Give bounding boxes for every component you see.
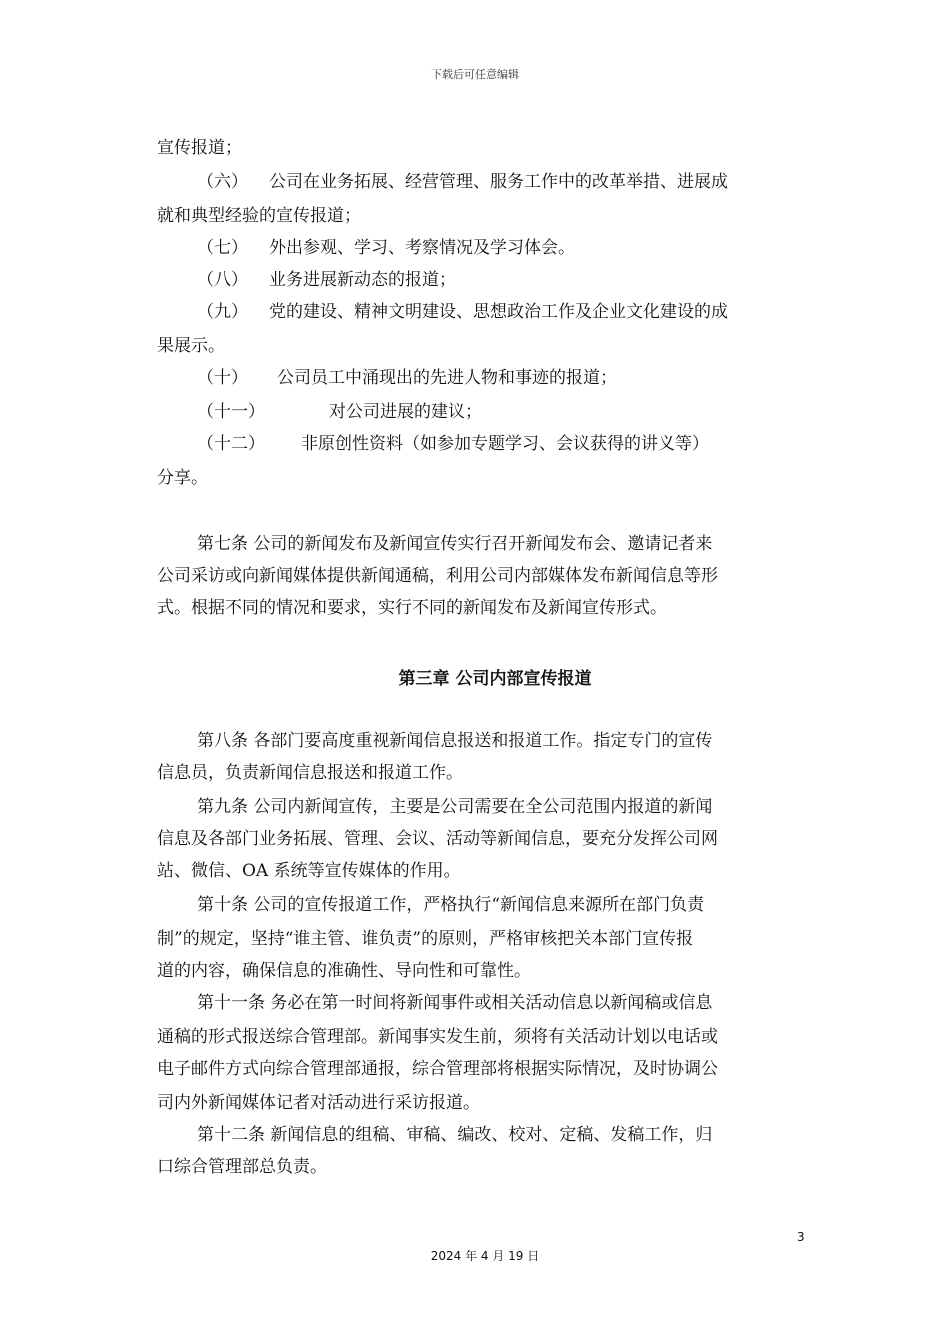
item-text-cont: 就和典型经验的宣传报道； — [157, 206, 361, 226]
item-text: 公司员工中涌现出的先进人物和事迹的报道； — [277, 368, 617, 388]
list-item — [197, 270, 456, 290]
item-text: 外出参观、学习、考察情况及学习体会。 — [269, 238, 575, 258]
page-number: 3 — [797, 1230, 805, 1244]
list-item — [197, 402, 482, 422]
item-text: 业务进展新动态的报道； — [269, 270, 456, 290]
item-text-cont: 果展示。 — [157, 336, 225, 356]
list-item — [197, 238, 575, 258]
item-tag: （十一） — [197, 402, 265, 422]
list-item — [197, 302, 728, 322]
article-12-line: 第十二条 新闻信息的组稿、审稿、编改、校对、定稿、发稿工作，归 — [197, 1125, 713, 1145]
article-8-line: 信息员，负责新闻信息报送和报道工作。 — [157, 763, 463, 783]
carry-over-text: 宣传报道； — [157, 138, 242, 158]
article-9-line: 第九条 公司内新闻宣传，主要是公司需要在全公司范围内报道的新闻 — [197, 797, 713, 817]
article-11-line: 通稿的形式报送综合管理部。新闻事实发生前，须将有关活动计划以电话或 — [157, 1027, 718, 1047]
item-tag: （十二） — [197, 434, 265, 454]
list-item — [197, 368, 617, 388]
item-text: 非原创性资料（如参加专题学习、会议获得的讲义等） — [301, 434, 709, 454]
list-item — [197, 172, 728, 192]
article-11-line: 司内外新闻媒体记者对活动进行采访报道。 — [157, 1093, 480, 1113]
article-7-line: 式。根据不同的情况和要求，实行不同的新闻发布及新闻宣传形式。 — [157, 598, 667, 618]
article-8-line: 第八条 各部门要高度重视新闻信息报送和报道工作。指定专门的宣传 — [197, 731, 713, 751]
article-11-line: 第十一条 务必在第一时间将新闻事件或相关活动信息以新闻稿或信息 — [197, 993, 713, 1013]
article-11-line: 电子邮件方式向综合管理部通报，综合管理部将根据实际情况，及时协调公 — [157, 1059, 718, 1079]
article-9-line: 站、微信、OA 系统等宣传媒体的作用。 — [157, 861, 461, 881]
item-tag: （九） — [197, 302, 248, 322]
item-text: 公司在业务拓展、经营管理、服务工作中的改革举措、进展成 — [269, 172, 728, 192]
article-10-line: 道的内容，确保信息的准确性、导向性和可靠性。 — [157, 961, 531, 981]
item-text: 对公司进展的建议； — [329, 402, 482, 422]
article-7-line: 公司采访或向新闻媒体提供新闻通稿，利用公司内部媒体发布新闻信息等形 — [157, 566, 718, 586]
item-tag: （八） — [197, 270, 248, 290]
article-7-line: 第七条 公司的新闻发布及新闻宣传实行召开新闻发布会、邀请记者来 — [197, 534, 713, 554]
article-9-line: 信息及各部门业务拓展、管理、会议、活动等新闻信息，要充分发挥公司网 — [157, 829, 718, 849]
item-tag: （十） — [197, 368, 248, 388]
footer-date: 2024 年 4 月 19 日 — [430, 1249, 540, 1263]
page-header: 下载后可任意编辑 — [431, 68, 519, 81]
article-10-line: 制”的规定，坚持“谁主管、谁负责”的原则，严格审核把关本部门宣传报 — [157, 929, 694, 949]
item-tag: （六） — [197, 172, 248, 192]
article-10-line: 第十条 公司的宣传报道工作，严格执行“新闻信息来源所在部门负责 — [197, 895, 705, 915]
list-item — [197, 434, 709, 454]
item-text-cont: 分享。 — [157, 468, 208, 488]
item-text: 党的建设、精神文明建设、思想政治工作及企业文化建设的成 — [269, 302, 728, 322]
article-12-line: 口综合管理部总负责。 — [157, 1157, 327, 1177]
chapter-title: 第三章 公司内部宣传报道 — [398, 669, 592, 689]
item-tag: （七） — [197, 238, 248, 258]
